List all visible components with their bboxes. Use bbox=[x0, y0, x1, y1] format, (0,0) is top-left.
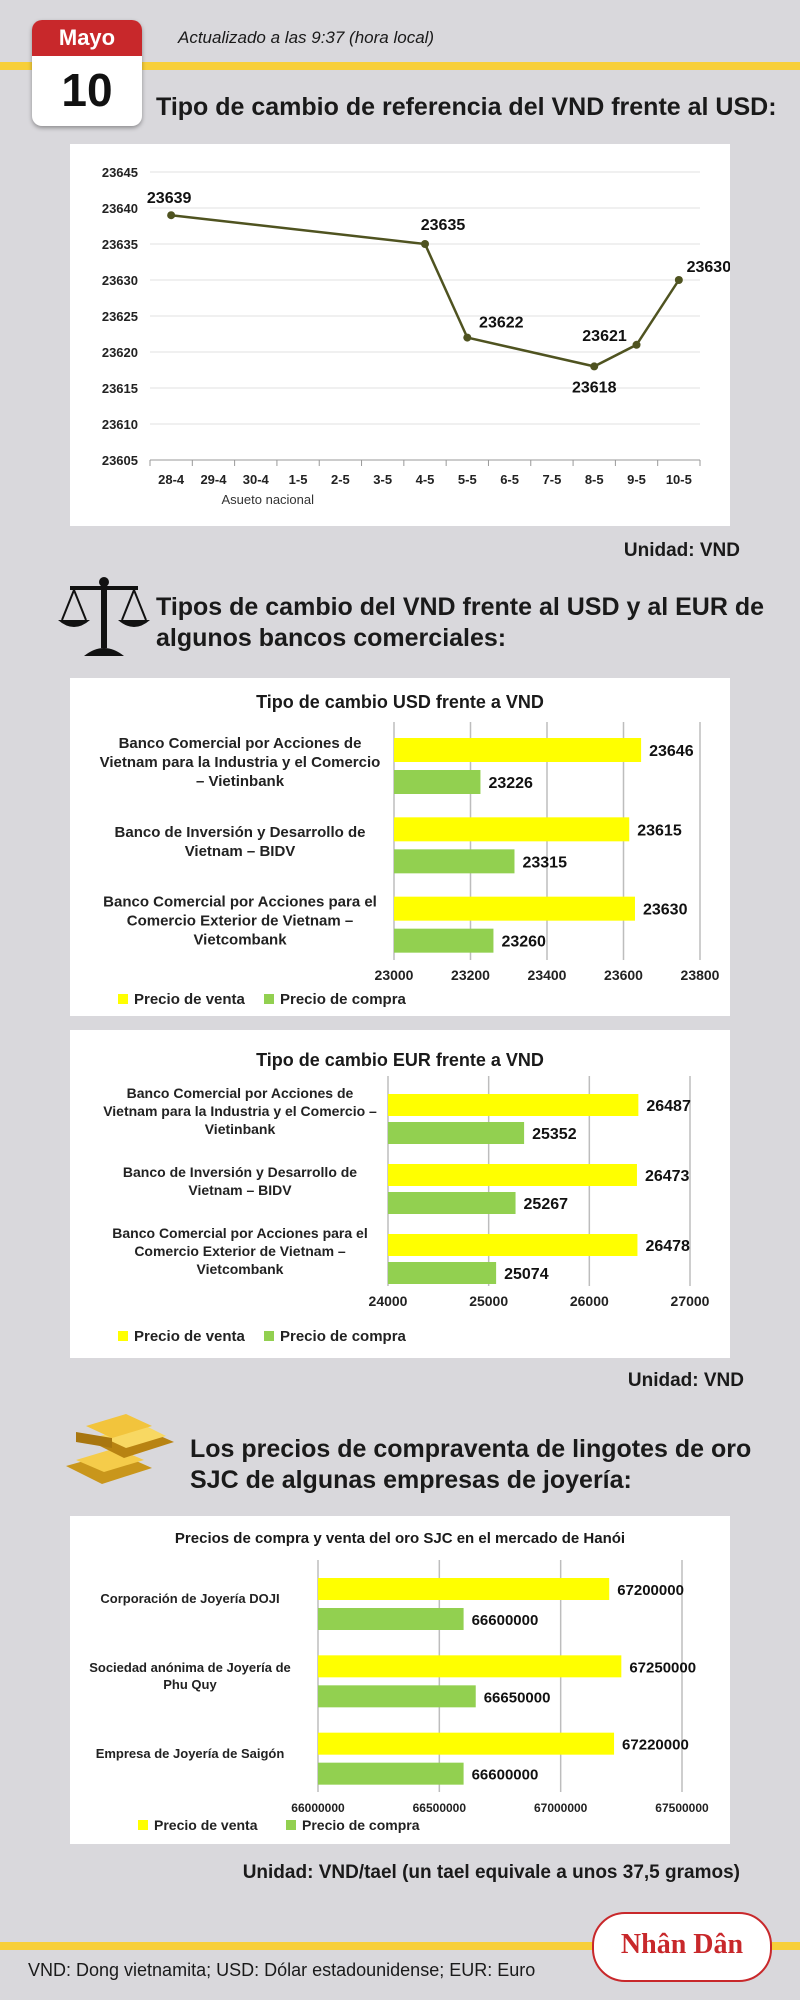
category-label: Vietnam – BIDV bbox=[184, 842, 296, 860]
category-label: Banco Comercial por Acciones para el bbox=[112, 1224, 368, 1241]
calendar-month: Mayo bbox=[32, 20, 142, 56]
bar-value-label: 26487 bbox=[646, 1098, 691, 1115]
x-tick-label: 67000000 bbox=[533, 1801, 588, 1815]
gold-chart-panel bbox=[70, 1516, 730, 1844]
bar-buy bbox=[388, 1262, 496, 1284]
x-tick-label: 9-5 bbox=[627, 472, 646, 487]
x-tick-label: 23200 bbox=[451, 967, 490, 983]
bar-sell bbox=[318, 1578, 609, 1600]
x-tick-label: 67500000 bbox=[655, 1801, 709, 1815]
eur-chart-panel bbox=[70, 1030, 730, 1358]
gold-section-title bbox=[190, 1434, 751, 1496]
x-tick-label: 66000000 bbox=[291, 1801, 345, 1815]
category-label: – Vietinbank bbox=[195, 772, 285, 790]
data-label: 23639 bbox=[146, 190, 192, 208]
calendar-day: 10 bbox=[61, 64, 113, 116]
legend-swatch bbox=[118, 1331, 128, 1341]
bar-buy bbox=[318, 1763, 464, 1785]
banks-title-line1: Tipos de cambio del VND frente al USD y al EUR de bbox=[156, 593, 765, 621]
category-label: Empresa de Joyería de Saigón bbox=[95, 1745, 285, 1761]
bar-value-label: 26473 bbox=[644, 1168, 690, 1185]
x-tick-label: 10-5 bbox=[665, 472, 692, 487]
x-annotation: Asueto nacional bbox=[221, 492, 315, 507]
data-label: 23622 bbox=[479, 314, 524, 332]
data-label: 23621 bbox=[582, 327, 627, 345]
legend-label: Precio de venta bbox=[134, 991, 245, 1008]
category-label: Banco Comercial por Acciones para el bbox=[103, 893, 377, 911]
bar-sell bbox=[388, 1234, 637, 1256]
legend-label: Precio de compra bbox=[280, 1328, 406, 1345]
x-tick-label: 25000 bbox=[469, 1293, 509, 1309]
ref-rate-title: Tipo de cambio de referencia del VND frente al USD: bbox=[156, 93, 777, 121]
date-calendar bbox=[32, 20, 142, 126]
bar-value-label: 25074 bbox=[504, 1266, 549, 1283]
category-label: Vietnam para la Industria y el Comercio – bbox=[103, 1102, 377, 1119]
legend-label: Precio de venta bbox=[154, 1817, 258, 1833]
data-label: 23630 bbox=[686, 259, 730, 276]
x-tick-label: 4-5 bbox=[415, 472, 435, 487]
x-tick-label: 27000 bbox=[670, 1293, 710, 1309]
x-tick-label: 30-4 bbox=[242, 472, 269, 487]
gold-title-line1: Los precios de compraventa de lingotes de oro bbox=[190, 1435, 752, 1463]
bar-value-label: 23646 bbox=[649, 743, 694, 760]
bar-value-label: 23615 bbox=[637, 822, 682, 840]
category-label: Phu Quy bbox=[163, 1677, 217, 1693]
ref-rate-line-chart bbox=[70, 144, 730, 526]
bar-buy bbox=[394, 770, 480, 794]
bar-value-label: 66600000 bbox=[471, 1612, 539, 1629]
bar-sell bbox=[318, 1733, 614, 1755]
x-tick-label: 66500000 bbox=[412, 1801, 467, 1815]
legend-swatch bbox=[286, 1820, 296, 1830]
unit-label-banks: Unidad: VND bbox=[627, 1370, 744, 1391]
x-tick-label: 23800 bbox=[680, 967, 720, 983]
data-label: 23635 bbox=[420, 217, 466, 234]
data-point bbox=[463, 334, 471, 342]
bar-value-label: 23226 bbox=[488, 775, 533, 792]
data-point bbox=[421, 240, 429, 248]
legend-label: Precio de compra bbox=[280, 991, 406, 1008]
legend-swatch bbox=[264, 994, 274, 1004]
x-tick-label: 23600 bbox=[604, 967, 643, 983]
bar-value-label: 66600000 bbox=[471, 1766, 539, 1784]
x-tick-label: 24000 bbox=[368, 1293, 408, 1309]
bar-value-label: 26478 bbox=[645, 1238, 690, 1255]
data-label: 23618 bbox=[571, 379, 617, 397]
gold-chart-title: Precios de compra y venta del oro SJC en el mercado de Hanói bbox=[174, 1530, 626, 1547]
category-label: Banco Comercial por Acciones de bbox=[118, 734, 362, 752]
category-label: Vietnam – BIDV bbox=[188, 1181, 292, 1198]
legend-swatch bbox=[138, 1820, 148, 1830]
y-tick-label: 23630 bbox=[101, 273, 138, 288]
category-label: Sociedad anónima de Joyería de bbox=[89, 1660, 291, 1676]
bar-buy bbox=[394, 849, 514, 873]
unit-label-ref: Unidad: VND bbox=[623, 540, 740, 561]
x-tick-label: 1-5 bbox=[288, 472, 308, 487]
category-label: Banco de Inversión y Desarrollo de bbox=[114, 823, 366, 841]
bar-buy bbox=[388, 1122, 524, 1144]
gold-bar-chart bbox=[70, 1516, 730, 1844]
legend-swatch bbox=[118, 994, 128, 1004]
bar-buy bbox=[318, 1608, 464, 1630]
x-tick-label: 23400 bbox=[527, 967, 567, 983]
data-point bbox=[590, 362, 598, 370]
x-tick-label: 6-5 bbox=[500, 472, 520, 487]
bar-value-label: 23315 bbox=[522, 854, 567, 872]
x-tick-label: 29-4 bbox=[200, 472, 227, 487]
legend-label: Precio de venta bbox=[134, 1328, 245, 1345]
legend-swatch bbox=[264, 1331, 274, 1341]
y-tick-label: 23615 bbox=[101, 381, 138, 396]
y-tick-label: 23620 bbox=[101, 345, 138, 360]
bar-sell bbox=[388, 1164, 637, 1186]
y-tick-label: 23640 bbox=[101, 201, 138, 216]
x-tick-label: 3-5 bbox=[373, 472, 393, 487]
usd-chart-panel bbox=[70, 678, 730, 1016]
y-tick-label: 23625 bbox=[101, 309, 138, 324]
bar-buy bbox=[318, 1685, 476, 1707]
category-label: Vietcombank bbox=[193, 931, 287, 949]
unit-label-gold: Unidad: VND/tael (un tael equivale a unos 37,5 gramos) bbox=[242, 1862, 740, 1883]
usd-chart-title: Tipo de cambio USD frente a VND bbox=[256, 692, 544, 712]
x-tick-label: 7-5 bbox=[542, 472, 562, 487]
bar-value-label: 67200000 bbox=[617, 1582, 684, 1599]
bar-sell bbox=[394, 897, 635, 921]
x-tick-label: 26000 bbox=[569, 1293, 609, 1309]
scale-icon bbox=[56, 572, 152, 658]
category-label: Vietinbank bbox=[204, 1120, 276, 1137]
gold-bars-icon bbox=[56, 1408, 180, 1488]
category-label: Comercio Exterior de Vietnam – bbox=[134, 1242, 346, 1259]
bar-buy bbox=[394, 929, 493, 953]
bar-value-label: 66650000 bbox=[483, 1689, 551, 1707]
x-tick-label: 2-5 bbox=[330, 472, 350, 487]
data-point bbox=[675, 276, 683, 284]
y-tick-label: 23645 bbox=[101, 165, 138, 180]
data-point bbox=[167, 211, 175, 219]
bar-value-label: 23630 bbox=[642, 901, 688, 919]
bar-value-label: 25267 bbox=[523, 1196, 569, 1213]
banks-section-title bbox=[156, 592, 764, 654]
bar-sell bbox=[388, 1094, 638, 1116]
nhan-dan-logo: Nhân Dân bbox=[592, 1912, 772, 1982]
eur-bar-chart bbox=[70, 1030, 730, 1358]
bar-value-label: 25352 bbox=[532, 1126, 577, 1143]
usd-bar-chart bbox=[70, 678, 730, 1016]
x-tick-label: 28-4 bbox=[158, 472, 185, 487]
banks-title-line2: algunos bancos comerciales: bbox=[156, 624, 507, 652]
x-tick-label: 5-5 bbox=[457, 472, 477, 487]
bar-sell bbox=[318, 1655, 621, 1677]
updated-time: Actualizado a las 9:37 (hora local) bbox=[178, 28, 435, 47]
bar-buy bbox=[388, 1192, 516, 1214]
bar-value-label: 23260 bbox=[501, 933, 546, 951]
bar-sell bbox=[394, 738, 641, 762]
y-tick-label: 23610 bbox=[101, 417, 138, 432]
bar-value-label: 67250000 bbox=[629, 1659, 697, 1677]
gold-title-line2: SJC de algunas empresas de joyería: bbox=[190, 1466, 632, 1494]
category-label: Vietcombank bbox=[196, 1260, 284, 1277]
bar-sell bbox=[394, 817, 629, 841]
bar-value-label: 67220000 bbox=[622, 1736, 689, 1754]
data-point bbox=[633, 341, 641, 349]
x-tick-label: 8-5 bbox=[584, 472, 604, 487]
footer-abbreviations: VND: Dong vietnamita; USD: Dólar estadounidense; EUR: Euro bbox=[28, 1960, 536, 1980]
y-tick-label: 23635 bbox=[101, 237, 138, 252]
category-label: Vietnam para la Industria y el Comercio bbox=[99, 753, 381, 771]
category-label: Comercio Exterior de Vietnam – bbox=[126, 912, 354, 930]
legend-label: Precio de compra bbox=[302, 1817, 420, 1833]
category-label: Corporación de Joyería DOJI bbox=[100, 1591, 280, 1607]
x-tick-label: 23000 bbox=[374, 967, 414, 983]
category-label: Banco de Inversión y Desarrollo de bbox=[122, 1163, 358, 1180]
y-tick-label: 23605 bbox=[101, 453, 138, 468]
ref-rate-chart-panel bbox=[70, 144, 730, 526]
category-label: Banco Comercial por Acciones de bbox=[126, 1084, 354, 1101]
eur-chart-title: Tipo de cambio EUR frente a VND bbox=[256, 1050, 544, 1070]
